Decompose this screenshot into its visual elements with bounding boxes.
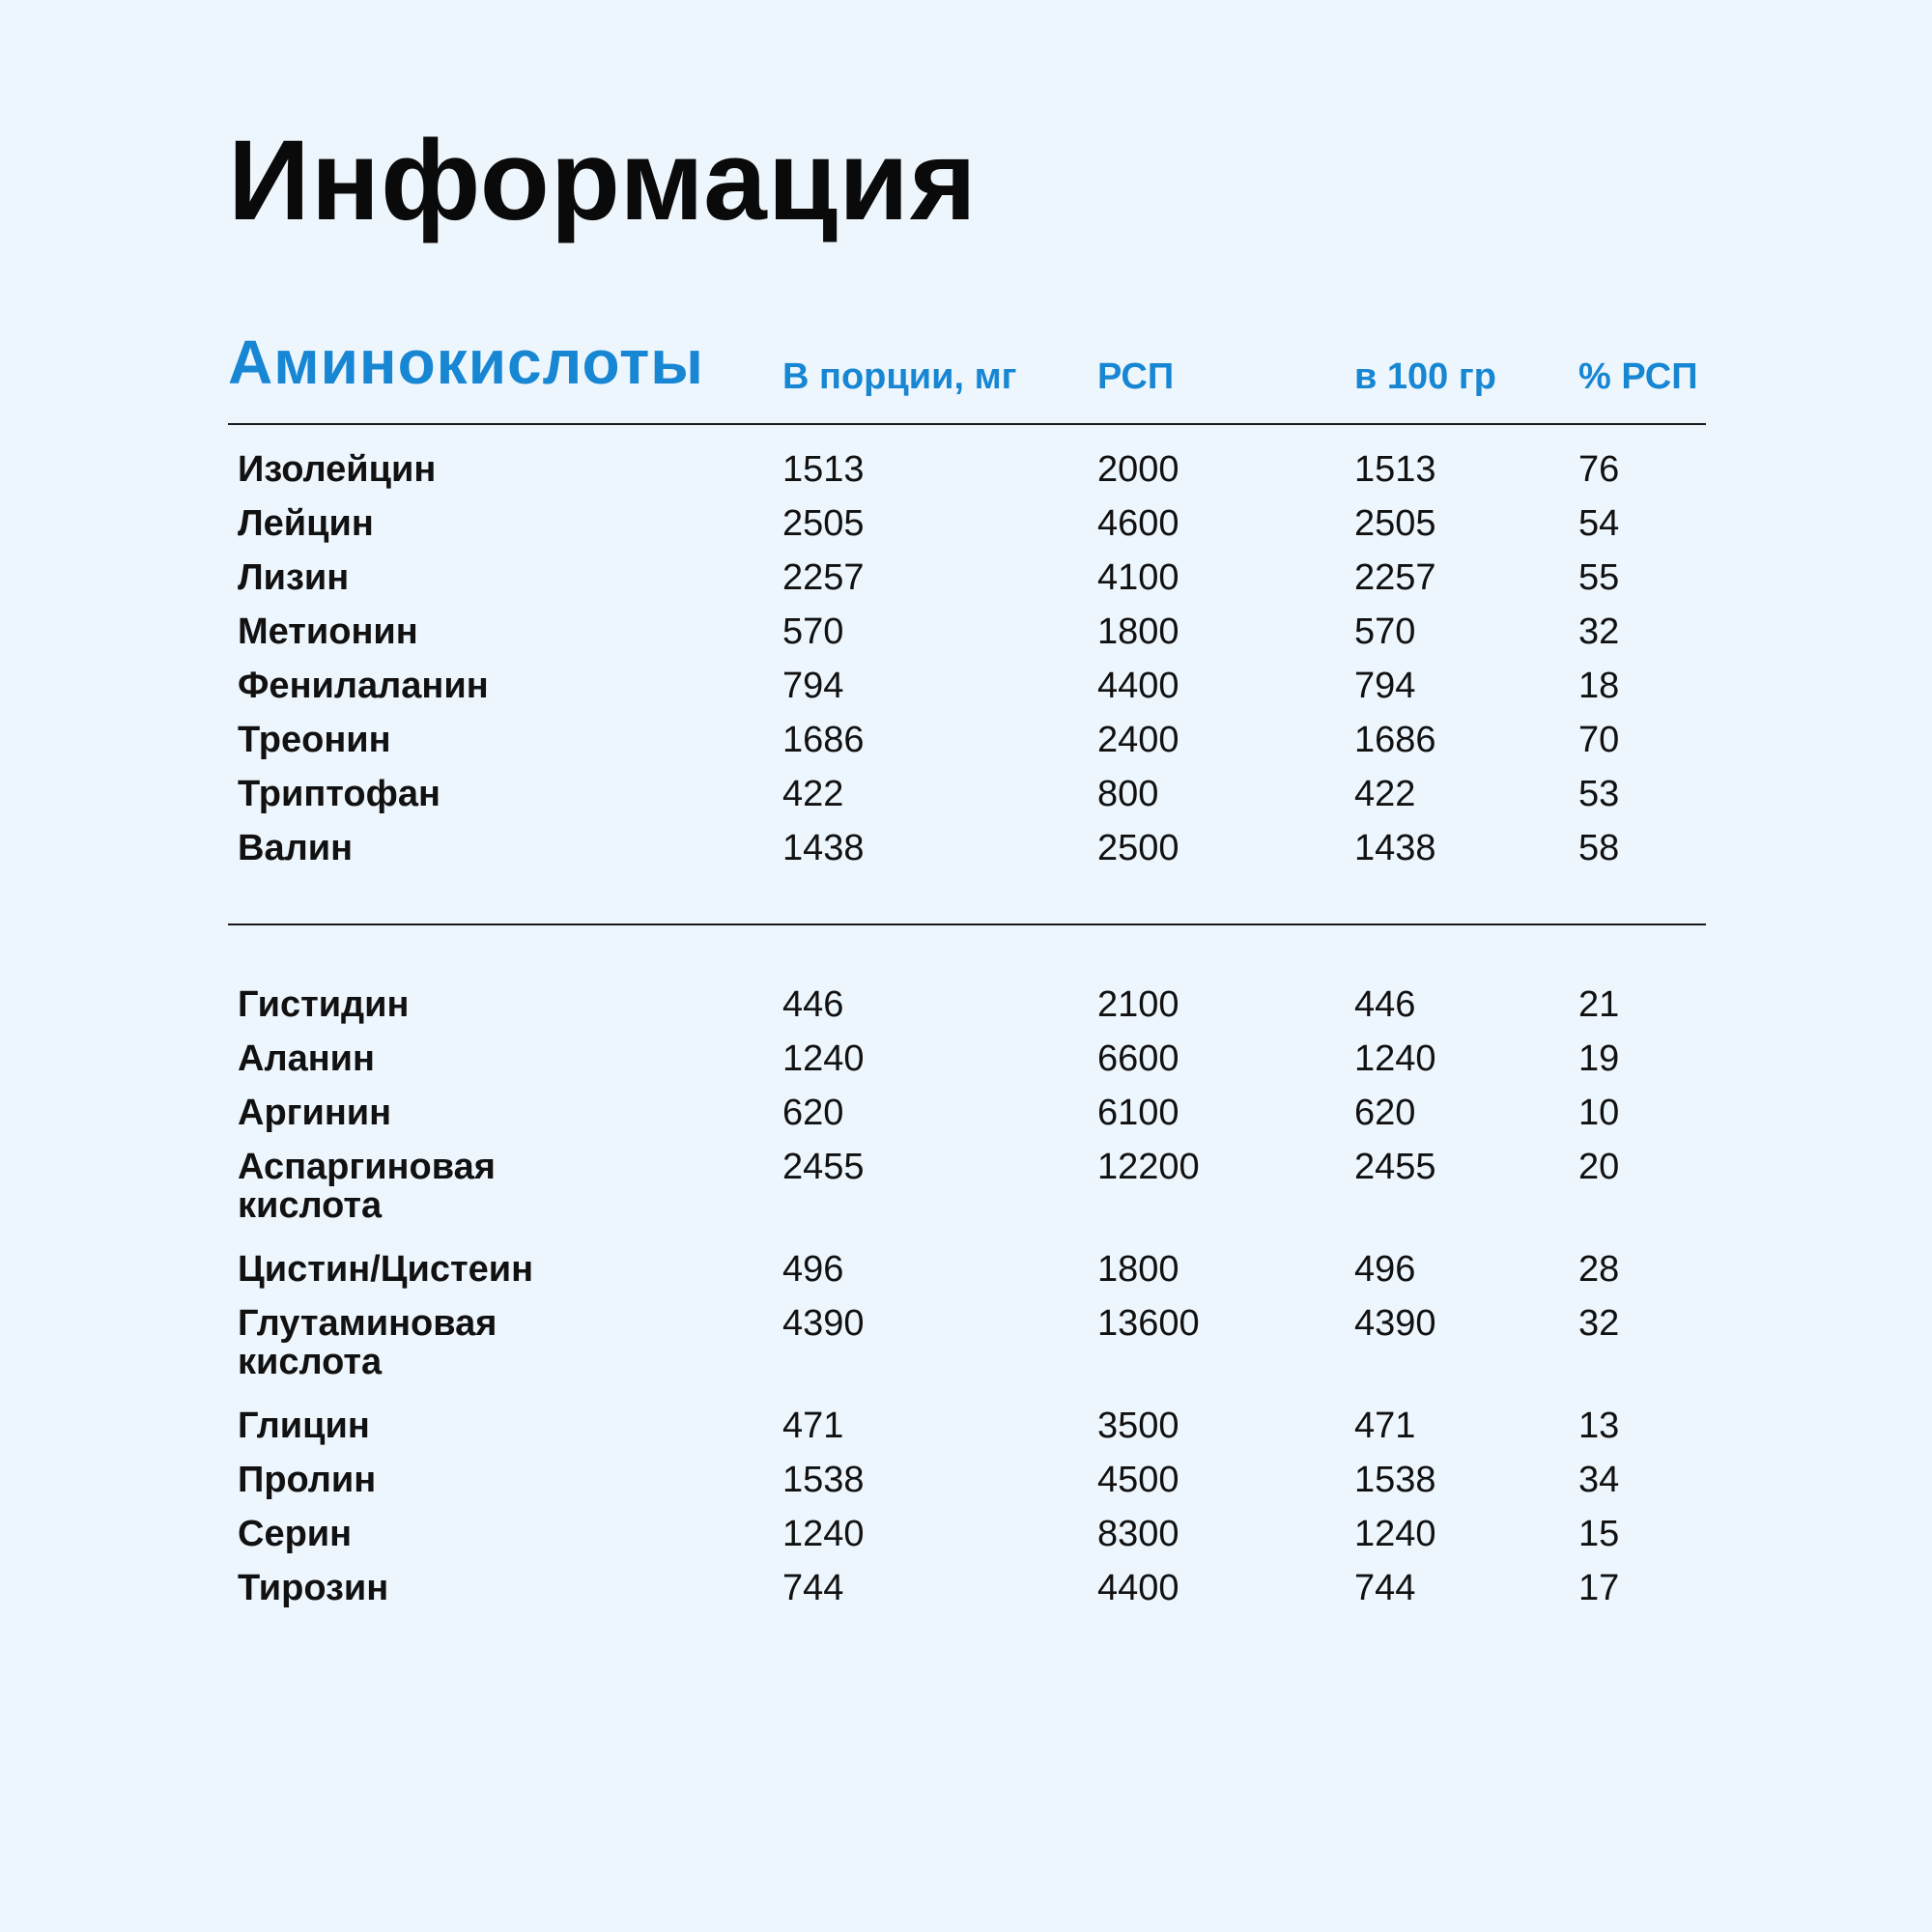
nonessential-amino-acids-group bbox=[228, 925, 1706, 1623]
rsp-value: 12200 bbox=[1097, 1147, 1200, 1187]
table-row bbox=[228, 1515, 1706, 1569]
table-row bbox=[228, 612, 1706, 667]
rsp-value: 3500 bbox=[1097, 1406, 1179, 1446]
rsp-value: 4600 bbox=[1097, 503, 1179, 544]
header-amino-acids: Аминокислоты bbox=[228, 327, 704, 397]
per-100g-value: 471 bbox=[1354, 1406, 1416, 1446]
rsp-value: 4500 bbox=[1097, 1460, 1179, 1500]
per-serving-value: 2505 bbox=[782, 503, 865, 544]
per-serving-value: 1686 bbox=[782, 720, 865, 760]
pct-rsp-value: 32 bbox=[1578, 1303, 1620, 1344]
amino-acid-name: Пролин bbox=[238, 1460, 377, 1500]
header-per-100g: в 100 гр bbox=[1354, 356, 1496, 397]
header-per-serving: В порции, мг bbox=[782, 356, 1017, 397]
table-row bbox=[228, 775, 1706, 829]
amino-acid-name: Фенилаланин bbox=[238, 666, 489, 706]
pct-rsp-value: 53 bbox=[1578, 774, 1620, 814]
table-row bbox=[228, 1039, 1706, 1094]
page-title: Информация bbox=[228, 117, 978, 244]
amino-acid-table bbox=[228, 319, 1706, 1623]
header-pct-rsp: % РСП bbox=[1578, 356, 1698, 397]
per-100g-value: 2505 bbox=[1354, 503, 1436, 544]
amino-acid-name: Изолейцин bbox=[238, 449, 437, 490]
pct-rsp-value: 55 bbox=[1578, 557, 1620, 598]
pct-rsp-value: 70 bbox=[1578, 720, 1620, 760]
rsp-value: 6100 bbox=[1097, 1093, 1179, 1133]
amino-acid-name: Аспаргиновая кислота bbox=[238, 1147, 496, 1226]
per-100g-value: 4390 bbox=[1354, 1303, 1436, 1344]
rsp-value: 4400 bbox=[1097, 1568, 1179, 1608]
pct-rsp-value: 18 bbox=[1578, 666, 1620, 706]
per-100g-value: 1438 bbox=[1354, 828, 1436, 868]
pct-rsp-value: 28 bbox=[1578, 1249, 1620, 1290]
per-100g-value: 2455 bbox=[1354, 1147, 1436, 1187]
amino-acid-name: Цистин/Цистеин bbox=[238, 1249, 534, 1290]
amino-acid-name: Аланин bbox=[238, 1038, 375, 1079]
table-row bbox=[228, 721, 1706, 775]
pct-rsp-value: 21 bbox=[1578, 984, 1620, 1025]
rsp-value: 13600 bbox=[1097, 1303, 1200, 1344]
per-100g-value: 1240 bbox=[1354, 1038, 1436, 1079]
per-serving-value: 570 bbox=[782, 611, 844, 652]
pct-rsp-value: 13 bbox=[1578, 1406, 1620, 1446]
table-row bbox=[228, 504, 1706, 558]
per-serving-value: 1240 bbox=[782, 1038, 865, 1079]
rsp-value: 2400 bbox=[1097, 720, 1179, 760]
amino-acid-name: Триптофан bbox=[238, 774, 440, 814]
table-row bbox=[228, 450, 1706, 504]
pct-rsp-value: 19 bbox=[1578, 1038, 1620, 1079]
rsp-value: 2000 bbox=[1097, 449, 1179, 490]
per-serving-value: 1438 bbox=[782, 828, 865, 868]
amino-acid-name: Глицин bbox=[238, 1406, 370, 1446]
rsp-value: 800 bbox=[1097, 774, 1159, 814]
rsp-value: 1800 bbox=[1097, 1249, 1179, 1290]
amino-acid-name: Валин bbox=[238, 828, 354, 868]
per-100g-value: 446 bbox=[1354, 984, 1416, 1025]
amino-acid-name: Треонин bbox=[238, 720, 391, 760]
table-row bbox=[228, 1094, 1706, 1148]
rsp-value: 4100 bbox=[1097, 557, 1179, 598]
pct-rsp-value: 15 bbox=[1578, 1514, 1620, 1554]
per-100g-value: 1513 bbox=[1354, 449, 1436, 490]
per-100g-value: 496 bbox=[1354, 1249, 1416, 1290]
per-100g-value: 422 bbox=[1354, 774, 1416, 814]
table-row bbox=[228, 1461, 1706, 1515]
per-serving-value: 1538 bbox=[782, 1460, 865, 1500]
amino-acid-name: Тирозин bbox=[238, 1568, 389, 1608]
rsp-value: 6600 bbox=[1097, 1038, 1179, 1079]
amino-acid-name: Аргинин bbox=[238, 1093, 392, 1133]
table-row bbox=[228, 1250, 1706, 1304]
table-row bbox=[228, 558, 1706, 612]
per-100g-value: 1538 bbox=[1354, 1460, 1436, 1500]
amino-acid-name: Гистидин bbox=[238, 984, 410, 1025]
per-serving-value: 496 bbox=[782, 1249, 844, 1290]
amino-acid-name: Серин bbox=[238, 1514, 353, 1554]
table-row bbox=[228, 1148, 1706, 1250]
per-serving-value: 2455 bbox=[782, 1147, 865, 1187]
table-row bbox=[228, 1304, 1706, 1406]
pct-rsp-value: 34 bbox=[1578, 1460, 1620, 1500]
table-row bbox=[228, 1406, 1706, 1461]
pct-rsp-value: 20 bbox=[1578, 1147, 1620, 1187]
table-row bbox=[228, 1569, 1706, 1623]
per-serving-value: 422 bbox=[782, 774, 844, 814]
per-100g-value: 2257 bbox=[1354, 557, 1436, 598]
table-row bbox=[228, 667, 1706, 721]
pct-rsp-value: 17 bbox=[1578, 1568, 1620, 1608]
per-serving-value: 2257 bbox=[782, 557, 865, 598]
pct-rsp-value: 76 bbox=[1578, 449, 1620, 490]
per-serving-value: 794 bbox=[782, 666, 844, 706]
rsp-value: 2500 bbox=[1097, 828, 1179, 868]
per-serving-value: 4390 bbox=[782, 1303, 865, 1344]
amino-acid-name: Лейцин bbox=[238, 503, 374, 544]
per-100g-value: 1686 bbox=[1354, 720, 1436, 760]
rsp-value: 1800 bbox=[1097, 611, 1179, 652]
table-header bbox=[228, 319, 1706, 423]
per-100g-value: 744 bbox=[1354, 1568, 1416, 1608]
per-serving-value: 744 bbox=[782, 1568, 844, 1608]
per-serving-value: 1513 bbox=[782, 449, 865, 490]
per-serving-value: 446 bbox=[782, 984, 844, 1025]
per-100g-value: 570 bbox=[1354, 611, 1416, 652]
rsp-value: 8300 bbox=[1097, 1514, 1179, 1554]
pct-rsp-value: 10 bbox=[1578, 1093, 1620, 1133]
pct-rsp-value: 54 bbox=[1578, 503, 1620, 544]
per-100g-value: 794 bbox=[1354, 666, 1416, 706]
per-serving-value: 471 bbox=[782, 1406, 844, 1446]
amino-acid-name: Лизин bbox=[238, 557, 350, 598]
essential-amino-acids-group bbox=[228, 425, 1706, 883]
per-100g-value: 1240 bbox=[1354, 1514, 1436, 1554]
rsp-value: 2100 bbox=[1097, 984, 1179, 1025]
header-rsp: РСП bbox=[1097, 356, 1175, 397]
rsp-value: 4400 bbox=[1097, 666, 1179, 706]
per-serving-value: 1240 bbox=[782, 1514, 865, 1554]
pct-rsp-value: 32 bbox=[1578, 611, 1620, 652]
pct-rsp-value: 58 bbox=[1578, 828, 1620, 868]
per-serving-value: 620 bbox=[782, 1093, 844, 1133]
per-100g-value: 620 bbox=[1354, 1093, 1416, 1133]
table-row bbox=[228, 829, 1706, 883]
table-row bbox=[228, 985, 1706, 1039]
amino-acid-name: Глутаминовая кислота bbox=[238, 1303, 497, 1382]
amino-acid-name: Метионин bbox=[238, 611, 418, 652]
